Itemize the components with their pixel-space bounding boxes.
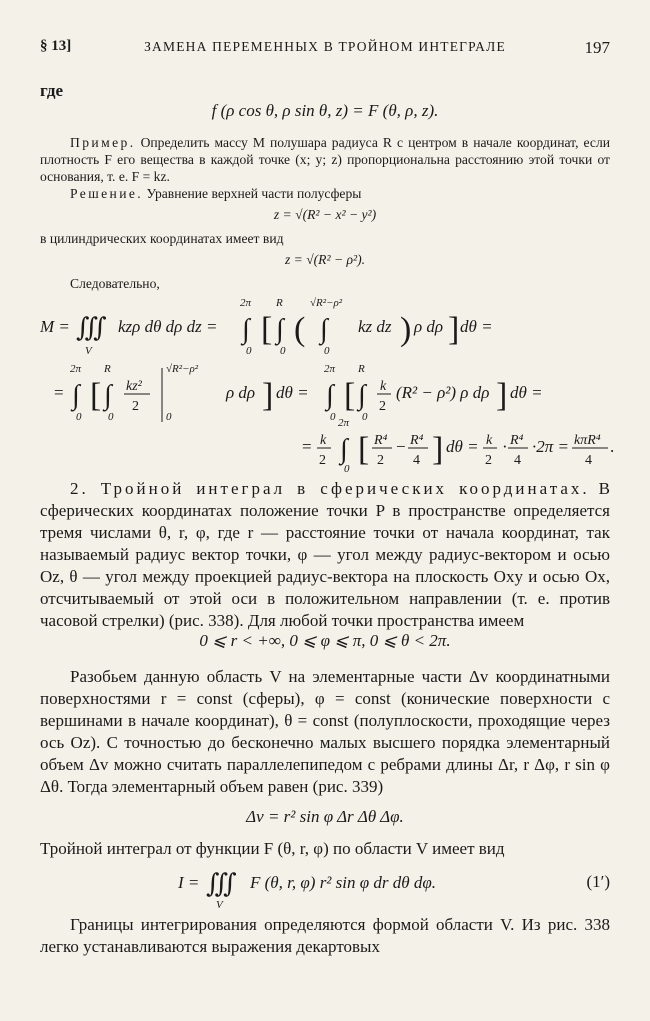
limit-0d: 0	[76, 411, 82, 423]
running-header	[40, 38, 610, 60]
example-label: Пример.	[70, 135, 136, 150]
integral-paragraph: Тройной интеграл от функции F (θ, r, φ) по области V имеет вид	[40, 839, 505, 858]
frac-result-num: kπR⁴	[574, 433, 601, 448]
integral-rho-1: ∫	[276, 314, 284, 345]
integral-rho-2: ∫	[104, 380, 112, 411]
triple-integral-sign: ∭	[76, 313, 107, 342]
equation-number: (1′)	[586, 872, 610, 891]
section-2-heading: 2. Тройной интеграл в сферических координатах.	[70, 479, 590, 498]
mass-symbol: M =	[40, 317, 70, 336]
I-integrand: F (θ, r, φ) r² sin φ dr dθ dφ.	[250, 873, 437, 892]
frac-R4-2-den: 2	[377, 453, 384, 468]
limit-0f: 0	[330, 411, 336, 423]
partition-paragraph: Разобьем данную область V на элементарные части Δv координатными поверхностями r = const (сферы), φ = const (конические поверхности с вершинами в начале координат), θ = const (полуплоскости, проходящие через ось Oz). С точностью до бесконечно малых высшего порядка элементарный объем Δv можно считать параллелепипедом с ребрами длины Δr, r Δφ, r sin φ Δθ. Тогда элементарный объем равен (рис. 339)	[40, 667, 610, 796]
frac-R4-2-num: R⁴	[374, 433, 388, 448]
integrand-line1: kzρ dθ dρ dz =	[118, 317, 218, 336]
integral-limit-V: V	[85, 345, 92, 357]
section-2-text: В сферических координатах положение точки P в пространстве определяется тремя числами θ, r, φ, где r — расстояние точки от начала координат, так называемый радиус вектор точки, φ — угол между радиус-вектором и осью Oz, θ — угол между проекцией радиус-вектора на плоскость Oxy и осью Ox, отсчитываемый от этой оси в положительном направлении (т. е. против часовой стрелки) (рис. 338). Для любой точки пространства имеем	[40, 479, 611, 630]
eval-upper: √R²−ρ²	[166, 363, 199, 375]
limit-0c: 0	[324, 345, 330, 357]
example-text: Определить массу M полушара радиуса R с центром в начале координат, если плотность F его вещества в каждой точке (x; y; z) пропорциональна расстоянию этой точки от основания, т. е. F = kz.	[40, 135, 610, 184]
header-title: ЗАМЕНА ПЕРЕМЕННЫХ В ТРОЙНОМ ИНТЕГРАЛЕ	[144, 39, 506, 54]
minus: −	[396, 437, 406, 456]
intro-word: где	[40, 81, 64, 100]
frac-k3-num: k	[486, 433, 493, 448]
limit-0b: 0	[280, 345, 286, 357]
solution-paragraph	[40, 185, 610, 202]
frac-kz2-den: 2	[132, 399, 139, 414]
therefore-text: Следовательно,	[70, 276, 160, 291]
integral-theta-2: ∫	[72, 380, 80, 411]
bracket-open-2: [	[90, 377, 102, 414]
integral-theta-3: ∫	[326, 380, 334, 411]
limit-R-3: R	[358, 363, 365, 375]
frac-R4-den: 4	[514, 453, 521, 468]
frac-k2-num: k	[320, 433, 327, 448]
bracket-close-1: ]	[448, 311, 460, 348]
integral-limit-V-2: V	[216, 899, 223, 911]
limit-R-2: R	[104, 363, 111, 375]
bracket-close-3: ]	[496, 377, 508, 414]
rho-drho-1: ρ dρ	[414, 317, 444, 336]
limit-2pi: 2π	[240, 297, 252, 309]
bounds-paragraph: Границы интегрирования определяются формой области V. Из рис. 338 легко устанавливаются выражения декартовых	[40, 915, 610, 956]
limit-0h: 0	[344, 463, 350, 472]
eval-lower: 0	[166, 411, 172, 423]
equation-sphere: z = √(R² − x² − y²)	[273, 207, 377, 222]
paren-open-1: (	[294, 311, 306, 348]
integral-rho-3: ∫	[358, 380, 366, 411]
limit-R-1: R	[276, 297, 283, 309]
equals-3: =	[302, 437, 312, 456]
bracket-open-4: [	[358, 431, 370, 468]
paren-close-1: )	[400, 311, 412, 348]
frac-k-den: 2	[379, 399, 386, 414]
frac-R4-num: R⁴	[510, 433, 524, 448]
dot-1: ·	[502, 437, 508, 456]
kz-dz: kz dz	[358, 317, 392, 336]
I-symbol: I =	[178, 873, 200, 892]
inequalities: 0 ⩽ r < +∞, 0 ⩽ φ ⩽ π, 0 ⩽ θ < 2π.	[199, 631, 451, 650]
dtheta-1: dθ =	[460, 317, 493, 336]
bracket-close-4: ]	[432, 431, 444, 468]
example-paragraph	[40, 134, 610, 185]
limit-0e: 0	[108, 411, 114, 423]
bracket-open-1: [	[261, 311, 273, 348]
section-number: § 13]	[40, 38, 72, 54]
frac-R4-4-den: 4	[413, 453, 420, 468]
rho-expr: (R² − ρ²) ρ dρ	[396, 383, 490, 402]
limit-sqrt-1: √R²−ρ²	[310, 297, 343, 309]
equation-I	[178, 862, 478, 912]
equation-dv: Δv = r² sin φ Δr Δθ Δφ.	[246, 807, 404, 826]
frac-kz2-num: kz²	[126, 379, 142, 394]
equals-2: =	[54, 383, 64, 402]
dtheta-2: dθ =	[276, 383, 309, 402]
integral-z-1: ∫	[320, 314, 328, 345]
integral-theta-4: ∫	[340, 434, 348, 465]
frac-R4-4-num: R⁴	[410, 433, 424, 448]
rho-drho-2: ρ dρ	[226, 383, 256, 402]
limit-2pi-4: 2π	[338, 417, 350, 429]
bracket-close-2: ]	[262, 377, 274, 414]
bracket-open-3: [	[344, 377, 356, 414]
section-2-paragraph	[40, 478, 610, 632]
mass-integral-derivation	[40, 292, 615, 472]
times-2pi: ·2π =	[532, 437, 569, 456]
frac-k3-den: 2	[485, 453, 492, 468]
limit-2pi-2: 2π	[70, 363, 82, 375]
dtheta-3: dθ =	[510, 383, 543, 402]
dtheta-4: dθ =	[446, 437, 479, 456]
triple-integral-sign-2: ∭	[206, 869, 237, 898]
page-number: 197	[584, 38, 610, 57]
cylindrical-text: в цилиндрических координатах имеет вид	[40, 231, 284, 246]
solution-text: Уравнение верхней части полусферы	[146, 186, 362, 201]
solution-label: Решение.	[70, 186, 144, 201]
limit-0g: 0	[362, 411, 368, 423]
equation-cylindrical: z = √(R² − ρ²).	[284, 252, 366, 267]
formula-f-F: f (ρ cos θ, ρ sin θ, z) = F (θ, ρ, z).	[211, 101, 439, 120]
period: .	[610, 437, 615, 456]
frac-result-den: 4	[585, 453, 592, 468]
integral-theta: ∫	[242, 314, 250, 345]
frac-k2-den: 2	[319, 453, 326, 468]
limit-0a: 0	[246, 345, 252, 357]
frac-k-num: k	[380, 379, 387, 394]
limit-2pi-3: 2π	[324, 363, 336, 375]
